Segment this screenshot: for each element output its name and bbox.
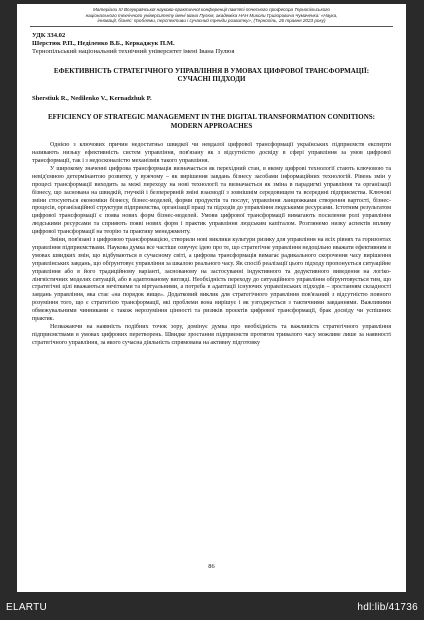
conference-header	[30, 4, 393, 27]
title-ukrainian: ЕФЕКТИВНІСТЬ СТРАТЕГІЧНОГО УПРАВЛІННЯ В УМОВАХ ЦИФРОВОЇ ТРАНСФОРМАЦІЇ: СУЧАСНІ ПІДХОДИ	[53, 66, 370, 84]
paragraph: У широкому значенні цифрова трансформація визначається як перехідний стан, в якому цифрові технології стають ключовою та невід'ємною детермінантою розвитку, у вужчому – як вирішення завдань бізнесу засобами інформаційних технологій. Рівень змін у процесі трансформації виходить за межі переходу на нові технології та визначається як зміна в парадигмі управління та організації бізнесу, що заснована на швидкій, гнучкій і безперервній зміні взаємодії з зовнішнім середовищем та всередині підприємства. Ключові зміни стосуються економіки бізнесу, бізнес-моделей, форми продуктів та послуг, управління ланцюжками створення вартості, бізнес-процесів, організаційної структури підприємства, організації праці та підходів до управління людськими ресурсами. Істотним результатом цифрової трансформації є поява нових форм бізнес-моделей. Умови цифрової трансформації вимагають посилення ролі управління людськими ресурсами та сприяють появі нових форм і практик управління людським капіталом. Розглянемо низку аспектів впливу цифрової трансформації на теорію та практику менеджменту.	[32, 165, 391, 236]
header-line: національного технічного університету імені Івана Пулюя, академіка НАН Миколи Григоровича Чумаченка: «Наука,	[85, 12, 338, 18]
repository-label: ELARTU	[6, 602, 48, 613]
handle-identifier: hdl:lib/41736	[357, 602, 418, 613]
affiliation: Тернопільський національний технічний університет імені Івана Пулюя	[32, 47, 235, 55]
udc-code: УДК 334.02	[32, 31, 66, 39]
document-page	[17, 4, 406, 592]
header-line: інновації, бізнес: проблеми, перспективи і сучасний тренди розвитку», (Тернопіль, 26 травня 2023 року)	[97, 18, 326, 24]
title-english: EFFICIENCY OF STRATEGIC MANAGEMENT IN THE DIGITAL TRANSFORMATION CONDITIONS: MODERN APPROACHES	[48, 112, 375, 130]
paragraph: Зміни, пов'язані з цифровою трансформацією, створили нові виклики культури ризику для управління на всіх рівнях та горизонтах управління підприємствами. Наукова думка все частіше озвучує ідею про те, що стратегічне управління недоцільно вважати ефективним в умовах швидких змін, що відбуваються в сучасному світі, а цифрова трансформація вимагає радикального скорочення часу вирішення управлінських завдань, що обґрунтовує управління за шкалою реального часу. Як спосіб реалізації цього підходу пропонується ситуаційне управління або в його традиційному варіанті, заснованому на застосуванні індуктивного та дедуктивного виведення на логіко-лінгвістичних моделях ситуацій, або в адаптованому вигляді. Необхідність переходу до ситуаційного управління обґрунтовується тим, що стратегічні цілі вважаються нечіткими та віртуальними, а потреба в адаптації існуючих управлінських підходів – зростанням складності завдань управління, яка стає «на порядок вище». Додатковий виклик для стратегічного управління пов'язаний з відсутністю повного розуміння того, що є стратегією трансформації, які проблеми вона вирішує і як узгоджується з тактичними завданнями. Важливими обмежувальними чинниками є також нерозуміння цінності та ризиків проєктів цифрової трансформації, брак досвіду чи успішних практик.	[32, 237, 391, 323]
header-line: Матеріали XI Всеукраїнської науково-практичної конференції пам'яті почесного професора Тернопільського	[93, 7, 330, 12]
authors-ukrainian: Шерстюк Р.П., Неділенко В.Б., Керкаджук П.М.	[32, 39, 175, 47]
article-body	[32, 142, 391, 348]
paragraph: Однією з ключових причин недостатньо швидкої чи невдалої цифрової трансформації українських підприємств експерти називають низьку ефективність систем управління, пов'язану як з відсутністю досвіду в сфері управління за умов цифрової трансформації, так і з недосконалістю механізмів такого управління.	[32, 142, 391, 164]
paragraph: Незважаючи на наявність подібних точок зору, домінує думка про необхідність та важливість стратегічного управління підприємствами в умовах цифрових перетворень. Швидке зростання підприємств протягом тривалого часу можливе лише за наявності стратегічного управління, за якого сучасна діяльність спрямована на активну підготовку	[32, 324, 391, 346]
page-number: 86	[208, 563, 215, 570]
authors-english: Sherstiuk R., Nedilenko V., Kernadzhuk P.	[32, 94, 152, 102]
